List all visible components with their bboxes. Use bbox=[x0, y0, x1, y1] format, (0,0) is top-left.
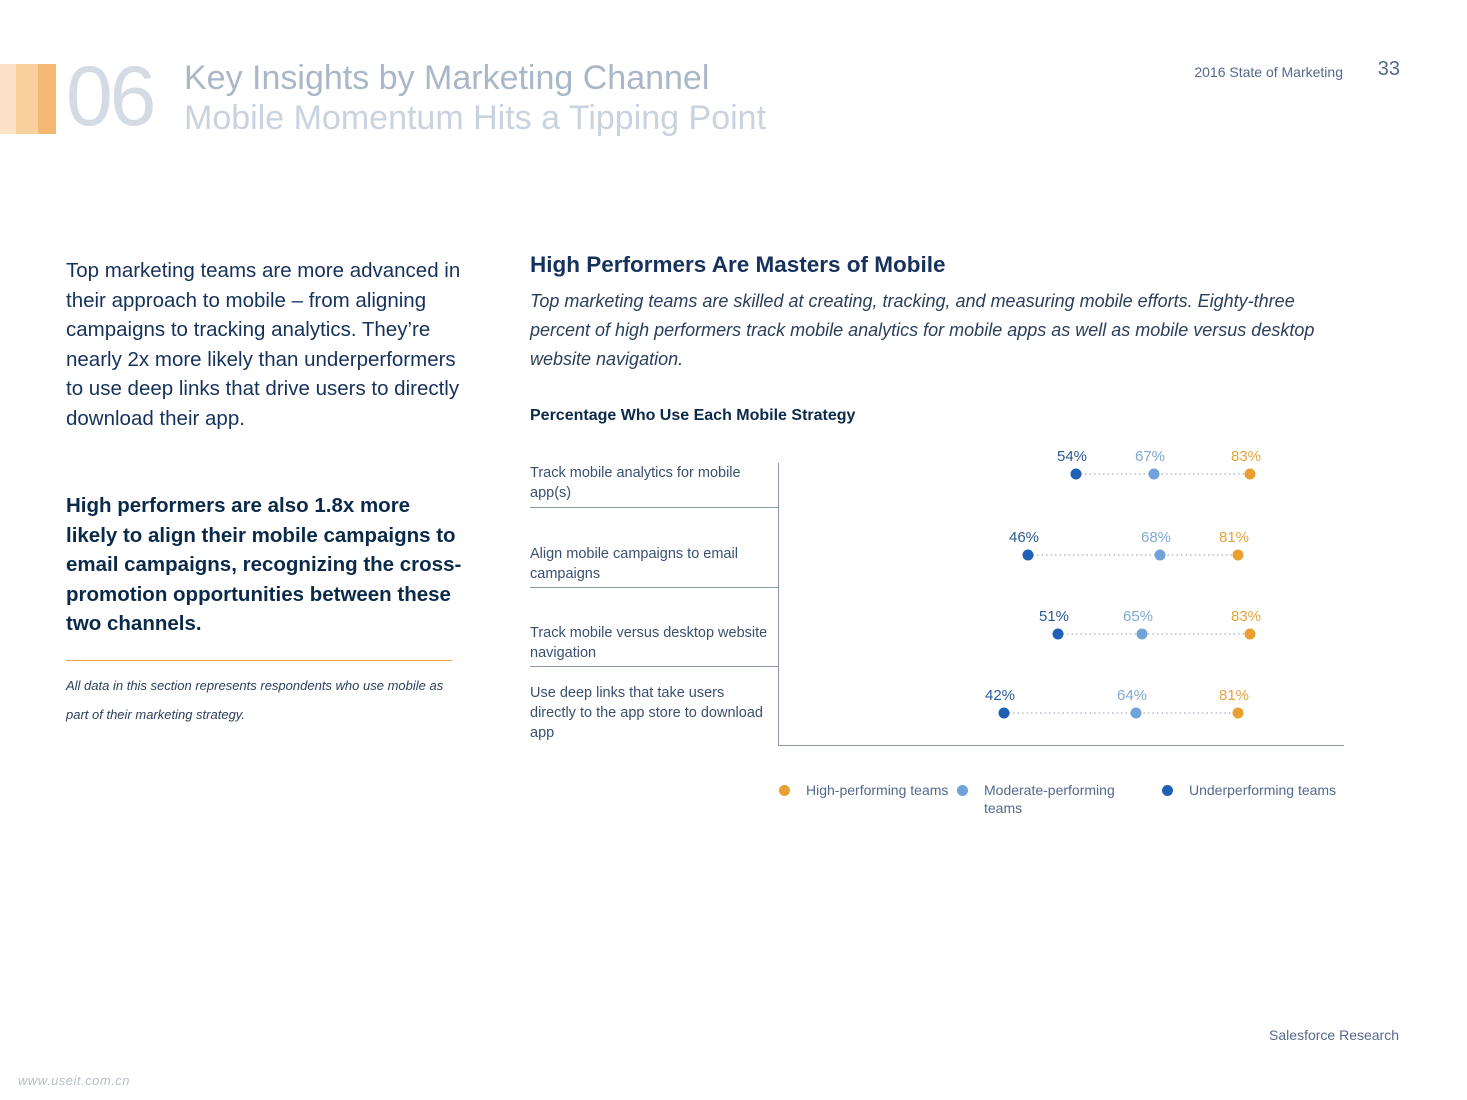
value-label-under: 42% bbox=[984, 687, 1016, 704]
value-label-high: 83% bbox=[1230, 448, 1262, 465]
legend-swatch-high bbox=[779, 785, 790, 796]
watermark: www.useit.com.cn bbox=[18, 1073, 131, 1088]
legend-swatch-under bbox=[1162, 785, 1173, 796]
legend-label-moderate: Moderate-performing teams bbox=[984, 782, 1115, 816]
legend-label-under: Underperforming teams bbox=[1189, 782, 1337, 798]
value-label-moderate: 67% bbox=[1134, 448, 1166, 465]
footnote: All data in this section represents respondents who use mobile as part of their marketing strategy. bbox=[66, 678, 444, 722]
category-label-navigation: Track mobile versus desktop website navigation bbox=[530, 625, 768, 661]
chart-section-heading: High Performers Are Masters of Mobile bbox=[530, 252, 946, 277]
value-label-moderate: 64% bbox=[1116, 687, 1148, 704]
value-label-high: 81% bbox=[1218, 529, 1250, 546]
dot-under bbox=[1053, 629, 1064, 640]
category-label-email: Align mobile campaigns to email campaigns bbox=[530, 546, 738, 582]
value-label-under: 46% bbox=[1008, 529, 1040, 546]
dot-high bbox=[1233, 708, 1244, 719]
dot-under bbox=[1023, 550, 1034, 561]
legend-label-high: High-performing teams bbox=[806, 782, 949, 798]
dot-moderate bbox=[1131, 708, 1142, 719]
intro-paragraph: Top marketing teams are more advanced in their approach to mobile – from aligning campaigns to tracking analytics. They’re nearly 2x more likely than underperformers to use deep links that drive users to directly download their app. bbox=[66, 259, 461, 430]
category-label-analytics: Track mobile analytics for mobile app(s) bbox=[530, 465, 741, 501]
highlight-paragraph: High performers are also 1.8x more likely to align their mobile campaigns to email campaigns, recognizing the cross-promotion opportunities between these two channels. bbox=[66, 494, 462, 635]
dot-under bbox=[999, 708, 1010, 719]
section-title: Key Insights by Marketing Channel bbox=[184, 59, 710, 97]
dot-moderate bbox=[1137, 629, 1148, 640]
dot-high bbox=[1233, 550, 1244, 561]
chart-section-description: Top marketing teams are skilled at creating, tracking, and measuring mobile efforts. Eighty-three percent of high performers track mobile analytics for mobile apps as well as mobile versus desktop website navigation. bbox=[530, 291, 1315, 369]
page-number: 33 bbox=[1377, 58, 1400, 80]
legend-swatch-moderate bbox=[957, 785, 968, 796]
dot-high bbox=[1245, 469, 1256, 480]
footer-source: Salesforce Research bbox=[1269, 1027, 1399, 1043]
report-name: 2016 State of Marketing bbox=[1194, 64, 1343, 80]
section-subtitle: Mobile Momentum Hits a Tipping Point bbox=[184, 99, 767, 137]
value-label-moderate: 68% bbox=[1140, 529, 1172, 546]
section-number: 06 bbox=[66, 49, 154, 143]
dot-moderate bbox=[1155, 550, 1166, 561]
value-label-high: 83% bbox=[1230, 608, 1262, 625]
value-label-under: 54% bbox=[1056, 448, 1088, 465]
dot-high bbox=[1245, 629, 1256, 640]
chart-title: Percentage Who Use Each Mobile Strategy bbox=[530, 407, 856, 424]
value-label-under: 51% bbox=[1038, 608, 1070, 625]
value-label-moderate: 65% bbox=[1122, 608, 1154, 625]
category-label-deep-links: Use deep links that take users directly to the app store to download app bbox=[530, 685, 763, 741]
value-label-high: 81% bbox=[1218, 687, 1250, 704]
dot-moderate bbox=[1149, 469, 1160, 480]
dot-under bbox=[1071, 469, 1082, 480]
